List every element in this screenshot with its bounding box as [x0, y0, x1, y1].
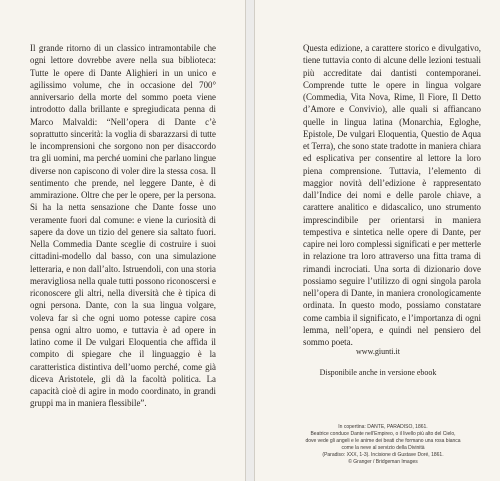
credit-line: Beatrice conduce Dante nell’Empireo, o il livello più alto del Cielo,: [310, 431, 456, 438]
right-paragraph: Questa edizione, a carattere storico e divulgativo, tiene tuttavia conto di alcune delle lezioni testuali più accreditate dai dantisti contemporanei. Comprende tutte le opere in lingua volgare (Commedia, Vita Nova, Rime, Il Fiore, Il Detto d’Amore e Convivio), alle quali si affiancano quelle in lingua latina (Monarchia, Egloghe, Epistole, De vulgari Eloquentia, Questio de Aqua et Terra), che sono state tradotte in maniera chiara ed esplicativa per consentire al lettore la loro piena comprensione. Tuttavia, l’elemento di maggior novità dell’edizione è rappresentato dall’Indice dei nomi e delle parole chiave, a carattere analitico e didascalico, uno strumento imprescindibile per orientarsi in maniera tempestiva e sintetica nelle opere di Dante, per capire nei loro complessi significati e per metterle in relazione tra loro attraverso una fitta trama di rimandi incrociati. Una sorta di dizionario dove possiamo seguire l’utilizzo di ogni singola parola nell’opera di Dante, in maniera cronologicamente ordinata. In questo modo, possiamo constatare come cambia il significato, e l’importanza di ogni lemma, nell’opera, e quindi nel pensiero del sommo poeta.: [303, 43, 481, 347]
credit-line: (Paradiso: XXX, 1-3). Incisione di Gustave Doré, 1861.: [322, 452, 444, 459]
credit-line: come la neve al servizio della Divinità: [341, 445, 425, 452]
panel-gutter: [246, 0, 254, 481]
back-cover-right-panel: [254, 0, 500, 481]
credit-line: © Granger / Bridgeman Images: [348, 459, 418, 466]
cover-image-credits: [285, 424, 481, 467]
back-cover-left-panel: [0, 0, 246, 481]
publisher-website[interactable]: www.giunti.it: [356, 347, 400, 356]
credit-line: In copertina: DANTE, PARADISO, 1861.: [338, 424, 428, 430]
credit-line: dove vede gli angeli e le anime dei beati che formano una rosa bianca: [305, 438, 461, 445]
left-body-text: [30, 42, 216, 410]
left-paragraph: Il grande ritorno di un classico intramontabile che ogni lettore dovrebbe avere nella sua biblioteca: Tutte le opere di Dante Alighieri in un unico e agilissimo volume, che in occasione del 700° anniversario della morte del sommo poeta viene introdotto dalla brillante e spregiudicata penna di Marco Malvaldi: “Nell’opera di Dante c’è soprattutto sincerità: la voglia di sbarazzarsi di tutte le incomprensioni che sorgono non per disaccordo tra gli uomini, ma perché uomini che parlano lingue diverse non capiscono di voler dire la stessa cosa. Il sentimento che prende, nel leggere Dante, è di ammirazione. Oltre che per le opere, per la persona. Si ha la netta sensazione che Dante fosse uno veramente fuori dal comune: e viene la curiosità di sapere da dove un tizio del genere sia saltato fuori. Nella Commedia Dante sceglie di costruire i suoi cittadini-modello dal basso, con una simulazione letteraria, e non dall’alto. Istruendoli, con una storia meravigliosa nella quale tutti possono riconoscersi e riconoscere gli altri, nella diversità che è tipica di ogni persona. Dante, con la sua lingua volgare, voleva far sì che ogni uomo potesse capire cosa pensa ogni altro uomo, e tuttavia è ad opere in latino come il De vulgari Eloquentia che affida il compito di spiegare che il linguaggio è la caratteristica distintiva dell’uomo perché, come già diceva Aristotele, gli dà la facoltà politica. La capacità cioè di agire in modo coordinato, in grandi gruppi ma in maniera flessibile”.: [30, 43, 216, 409]
right-body-text: [303, 42, 481, 348]
ebook-availability-note: Disponibile anche in versione ebook: [319, 368, 437, 377]
